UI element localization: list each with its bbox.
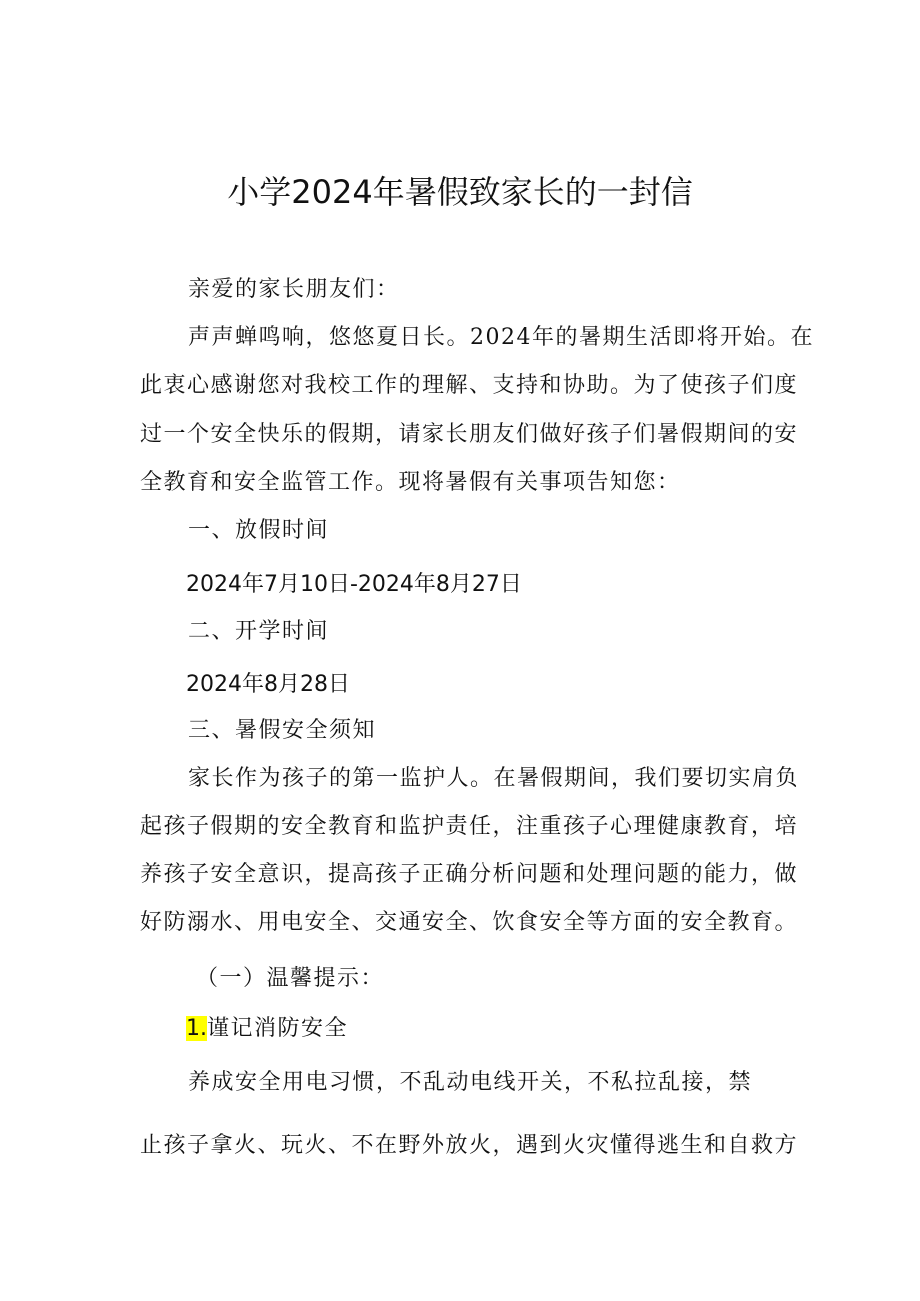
- section1-value: 2024年7月10日-2024年8月27日: [186, 572, 522, 597]
- section3-body-line-1: 家长作为孩子的第一监护人。在暑假期间，我们要切实肩负: [188, 766, 800, 791]
- item1-body-line-2: 止孩子拿火、玩火、不在野外放火，遇到火灾懂得逃生和自救方: [140, 1133, 799, 1158]
- item1-number-highlight: 1.: [186, 1016, 207, 1041]
- section3-body-line-2: 起孩子假期的安全教育和监护责任，注重孩子心理健康教育，培: [140, 814, 799, 839]
- section3-body-line-3: 养孩子安全意识，提高孩子正确分析问题和处理问题的能力，做: [140, 862, 799, 887]
- section3-body-line-4: 好防溺水、用电安全、交通安全、饮食安全等方面的安全教育。: [140, 910, 799, 935]
- section2-value: 2024年8月28日: [186, 672, 350, 697]
- section2-heading: 二、开学时间: [188, 619, 330, 644]
- intro-line-2: 此衷心感谢您对我校工作的理解、支持和协助。为了使孩子们度: [140, 373, 799, 398]
- item1-title: 谨记消防安全: [207, 1016, 349, 1041]
- item1-heading: [186, 1014, 786, 1044]
- greeting: 亲爱的家长朋友们：: [188, 277, 400, 302]
- intro-line-4: 全教育和安全监管工作。现将暑假有关事项告知您：: [140, 470, 681, 495]
- section3-heading: 三、暑假安全须知: [188, 718, 377, 743]
- intro-line-1: 声声蝉鸣响，悠悠夏日长。2024年的暑期生活即将开始。在: [188, 325, 814, 350]
- intro-line-3: 过一个安全快乐的假期，请家长朋友们做好孩子们暑假期间的安: [140, 422, 799, 447]
- document-title: 小学2024年暑假致家长的一封信: [227, 173, 693, 211]
- item1-body-line-1: 养成安全用电习惯，不乱动电线开关，不私拉乱接，禁: [188, 1070, 753, 1095]
- tips-heading: （一）温馨提示：: [196, 966, 385, 991]
- section1-heading: 一、放假时间: [188, 518, 330, 543]
